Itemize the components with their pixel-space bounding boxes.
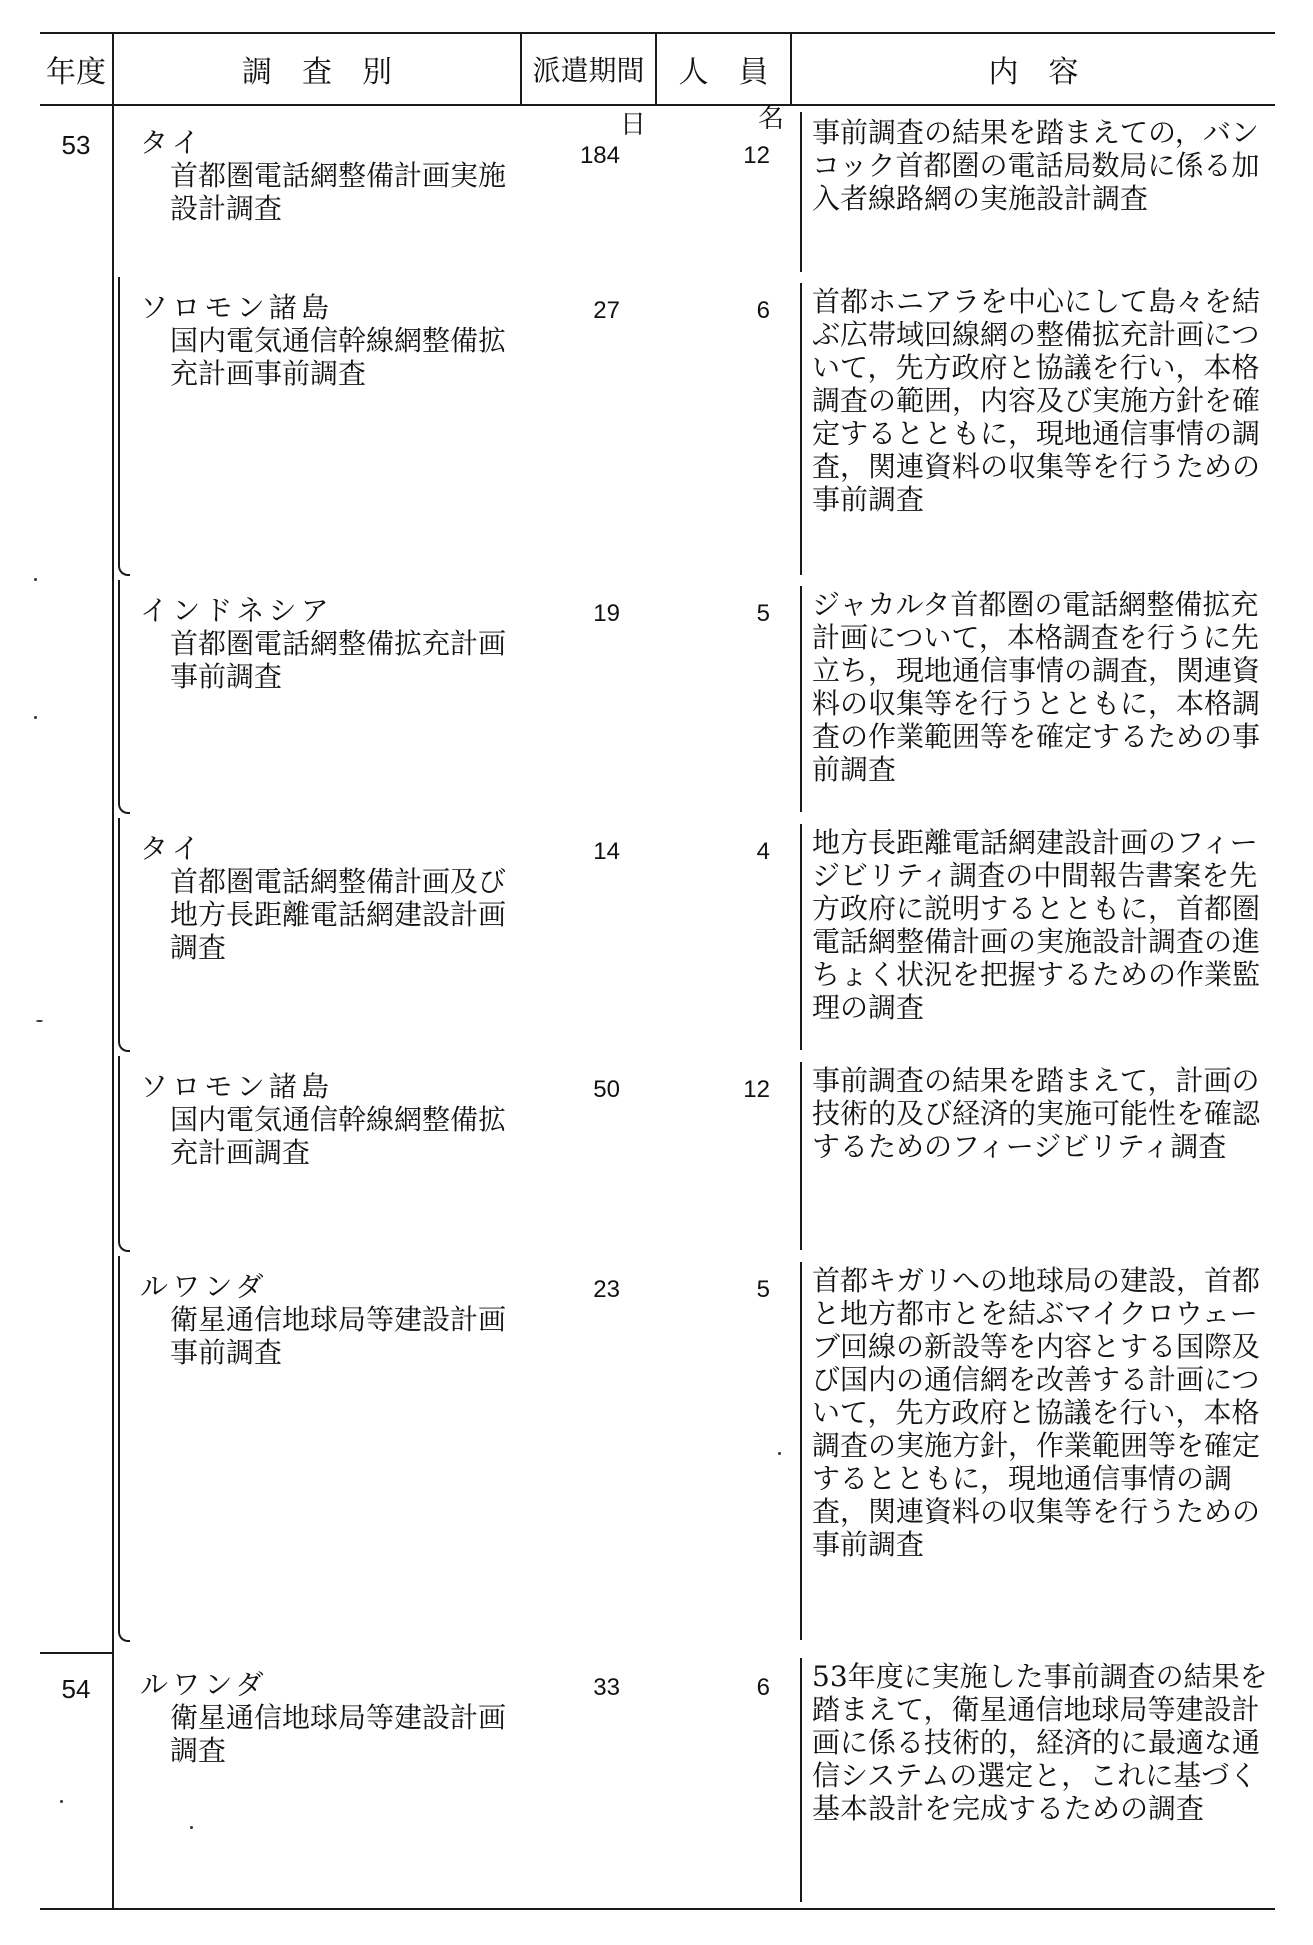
content-divider [800, 1658, 802, 1902]
row-period: 14 [593, 838, 620, 865]
table-top-rule [40, 32, 1275, 34]
row-title: 首都圏電話網整備計画及び地方長距離電話網建設計画調査 [170, 865, 507, 964]
content-divider [800, 283, 802, 575]
row-staff: 4 [756, 838, 770, 865]
row-year: 54 [61, 1674, 91, 1704]
table-row [0, 1056, 1313, 1256]
row-content: ジャカルタ首都圏の電話網整備拡充計画について，本格調査を行うに先立ち，現地通信事情の調査，関連資料の収集等を行うとともに，本格調査の作業範囲等を確定するための事前調査 [812, 588, 1261, 786]
row-bracket [118, 1256, 130, 1642]
row-bracket [118, 1056, 130, 1252]
row-period: 23 [593, 1276, 620, 1303]
table-row [0, 818, 1313, 1056]
row-title: 国内電気通信幹線網整備拡充計画事前調査 [170, 324, 507, 390]
content-divider [800, 586, 802, 812]
row-period: 27 [593, 297, 620, 324]
row-country: インドネシア [140, 594, 333, 627]
header-survey: 調 査 別 [242, 55, 392, 90]
row-survey [140, 1070, 520, 1169]
year-divider-rule [40, 1652, 112, 1654]
scan-speck [778, 1452, 781, 1455]
row-content: 事前調査の結果を踏まえての，バンコック首都圏の電話局数局に係る加入者線路網の実施設計調査 [812, 116, 1260, 215]
scan-speck [34, 578, 37, 581]
row-survey [140, 126, 520, 225]
row-content: 事前調査の結果を踏まえて，計画の技術的及び経済的実施可能性を確認するためのフィージビリティ調査 [812, 1064, 1261, 1163]
row-survey [140, 291, 520, 390]
table-row [0, 277, 1313, 580]
header-year: 年度 [46, 55, 106, 90]
row-content: 首都キガリへの地球局の建設，首都と地方都市とを結ぶマイクロウェーブ回線の新設等を内容とする国際及び国内の通信網を改善する計画について，先方政府と協議を行い，本格調査の実施方針，作業範囲等を確定するとともに，現地通信事情の調査，関連資料の収集等を行うための事前調査 [812, 1264, 1261, 1561]
table-row [0, 580, 1313, 818]
row-staff: 6 [756, 1674, 770, 1701]
row-country: タイ [140, 126, 204, 159]
row-period: 184 [579, 142, 620, 169]
row-survey [140, 832, 520, 964]
row-content: 53年度に実施した事前調査の結果を踏まえて，衛星通信地球局等建設計画に係る技術的，経済的に最適な通信システムの選定と，これに基づく基本設計を完成するための調査 [812, 1660, 1268, 1825]
row-content: 首都ホニアラを中心にして島々を結ぶ広帯域回線網の整備拡充計画について，先方政府と協議を行い，本格調査の範囲，内容及び実施方針を確定するとともに，現地通信事情の調査，関連資料の収集等を行うための事前調査 [812, 285, 1261, 516]
scan-speck [190, 1826, 193, 1829]
table-row [0, 112, 1313, 277]
scan-speck [34, 716, 37, 719]
row-staff: 6 [756, 297, 770, 324]
scan-speck [60, 1800, 63, 1803]
row-bracket [118, 818, 130, 1052]
row-title: 衛星通信地球局等建設計画事前調査 [170, 1303, 507, 1369]
row-survey [140, 1270, 520, 1369]
row-title: 首都圏電話網整備計画実施設計調査 [170, 159, 507, 225]
scan-speck [36, 1020, 43, 1022]
content-divider [800, 112, 802, 272]
row-title: 国内電気通信幹線網整備拡充計画調査 [170, 1103, 507, 1169]
row-bracket [118, 277, 130, 576]
row-country: ソロモン諸島 [140, 1070, 334, 1103]
row-survey [140, 1668, 520, 1767]
row-staff: 12 [743, 1076, 770, 1103]
header-staff: 人 員 [678, 55, 769, 90]
content-divider [800, 824, 802, 1050]
row-staff: 12 [743, 142, 770, 169]
table-header-rule [40, 104, 1275, 106]
row-country: タイ [140, 832, 204, 865]
row-title: 衛星通信地球局等建設計画調査 [170, 1701, 507, 1767]
row-staff: 5 [756, 1276, 770, 1303]
row-country: ソロモン諸島 [140, 291, 334, 324]
row-year: 53 [61, 130, 91, 160]
row-bracket [118, 580, 130, 814]
header-period: 派遣期間 [532, 54, 645, 87]
row-content: 地方長距離電話網建設計画のフィージビリティ調査の中間報告書案を先方政府に説明するとともに，首都圏電話網整備計画の実施設計調査の進ちょく状況を把握するための作業監理の調査 [812, 826, 1261, 1024]
row-title: 首都圏電話網整備拡充計画事前調査 [170, 627, 507, 693]
content-divider [800, 1062, 802, 1250]
header-content: 内 容 [988, 55, 1079, 90]
unit-persons: 名 [758, 104, 785, 134]
table-row [0, 1652, 1313, 1902]
table-bottom-rule [40, 1908, 1275, 1910]
row-period: 50 [593, 1076, 620, 1103]
row-staff: 5 [756, 600, 770, 627]
row-period: 33 [593, 1674, 620, 1701]
table-row [0, 1256, 1313, 1646]
unit-days: 日 [620, 110, 647, 140]
row-period: 19 [593, 600, 620, 627]
row-country: ルワンダ [140, 1668, 268, 1701]
row-survey [140, 594, 520, 693]
content-divider [800, 1262, 802, 1640]
row-country: ルワンダ [140, 1270, 268, 1303]
